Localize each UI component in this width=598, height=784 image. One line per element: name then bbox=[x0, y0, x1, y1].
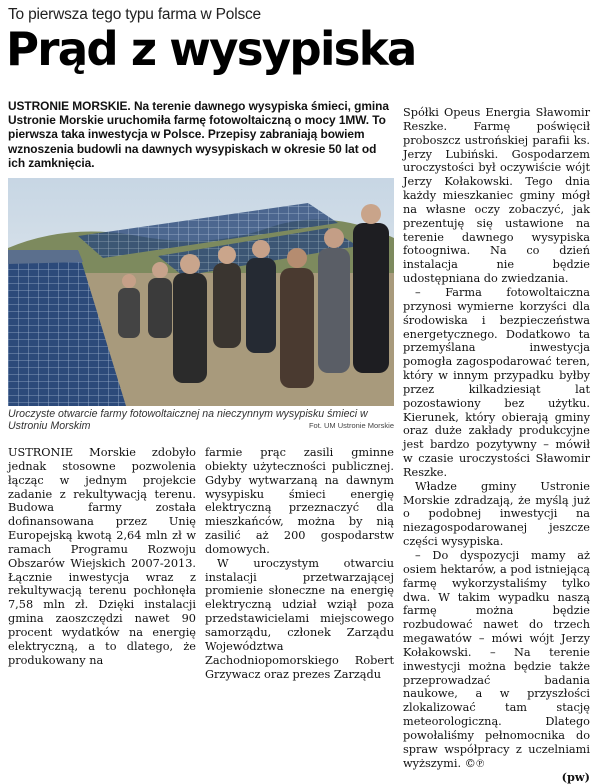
article-photo bbox=[8, 178, 394, 406]
author-signature: (pw) bbox=[562, 771, 590, 784]
article-kicker: To pierwsza tego typu farma w Polsce bbox=[8, 6, 261, 24]
paragraph: USTRONIE Morskie zdobyło jednak stosowne pozwolenia łącząc w jednym projekcie zadanie z rekultywacją terenu. Budowa farmy została dofinansowana przez Unię Europejską kwotą 2,64 mln zł w ramach Programu Rozwoju Obszarów Wiejskich 2007-2013. Łącznie inwestycja wraz z rekultywacją terenu pochłonęła 7,58 mln zł. Dzięki instalacji gmina zaoszczędzi nawet 90 procent wydatków na energię elektryczną, a to dlatego, że produkowany na bbox=[8, 446, 196, 668]
article-column-3 bbox=[403, 106, 590, 784]
article-lead: USTRONIE MORSKIE. Na terenie dawnego wysypiska śmieci, gmina Ustronie Morskie uruchomiła farmę fotowoltaiczną o mocy 1MW. To pierwsza taka inwestycja w Polsce. Przepisy zabraniają bowiem wznoszenia budowli na dawnych wysypiskach w okresie 50 lat od ich zamknięcia. bbox=[8, 99, 394, 170]
paragraph: – Farma fotowoltaiczna przynosi wymierne korzyści dla środowiska i bezpieczeństwa energetycznego. Dodatkowo ta przemyślana inwestycja pomogła zagospodarować teren, który w innym przypadku byłby przez kilkadziesiąt lat pozostawiony bez użytku. Kierunek, który obierają gminy oraz duże zakłady produkcyjne jest bardzo pozytywny – mówił w czasie uroczystości Sławomir Reszke. bbox=[403, 286, 590, 480]
photo-caption-text: Uroczyste otwarcie farmy fotowoltaicznej na nieczynnym wysypisku śmieci w Ustroniu Morskim bbox=[8, 408, 368, 432]
paragraph: W uroczystym otwarciu instalacji przetwarzającej promienie słoneczne na energię elektryczną udział wziął poza przedstawicielami miejscowego samorządu, członek Zarządu Województwa Zachodniopomorskiego Robert Grzywacz oraz prezes Zarządu bbox=[205, 557, 394, 682]
paragraph: Spółki Opeus Energia Sławomir Reszke. Farmę poświęcił proboszcz ustrońskiej parafii ks. Jerzy Lubiński. Gospodarzem uroczystości był oczywiście wójt Jerzy Kołakowski. Tego dnia każdy mieszkaniec gminy mógł na własne oczy zobaczyć, jak prezentuję się ustawione na terenie dawnego wysypiska fotoogniwa. Na co dzień instalacja nie będzie udostępniana do zwiedzania. bbox=[403, 106, 590, 286]
article-column-1 bbox=[8, 446, 196, 668]
paragraph: Władze gminy Ustronie Morskie zdradzają, że myślą już o podobnej inwestycji na niezagospodarowanej jeszcze części wysypiska. bbox=[403, 480, 590, 549]
paragraph: – Do dyspozycji mamy aż osiem hektarów, a pod istniejącą farmę wykorzystaliśmy tylko dwa. W takim wypadku naszą farmę można będzie rozbudować nawet do trzech megawatów – mówi wójt Jerzy Kołakowski. – Na terenie inwestycji można będzie także przeprowadzać badania naukowe, a w przyszłości zlokalizować tam stację meteorologiczną. Dlatego powołaliśmy pełnomocnika do spraw współpracy z uczelniami wyższymi. ©℗ bbox=[403, 549, 590, 771]
photo-caption bbox=[8, 408, 394, 432]
article-column-2 bbox=[205, 446, 394, 681]
article-headline: Prąd z wysypiska bbox=[6, 24, 416, 74]
paragraph: farmie prąc zasili gminne obiekty użyteczności publicznej. Gdyby wytwarzaną na dawnym wysypisku śmieci energię elektryczną przeznaczyć dla mieszkańców, można by nią zasilić aż 200 gospodarstw domowych. bbox=[205, 446, 394, 557]
photo-credit: Fot. UM Ustronie Morskie bbox=[309, 420, 394, 432]
photo-illustration bbox=[8, 178, 394, 406]
